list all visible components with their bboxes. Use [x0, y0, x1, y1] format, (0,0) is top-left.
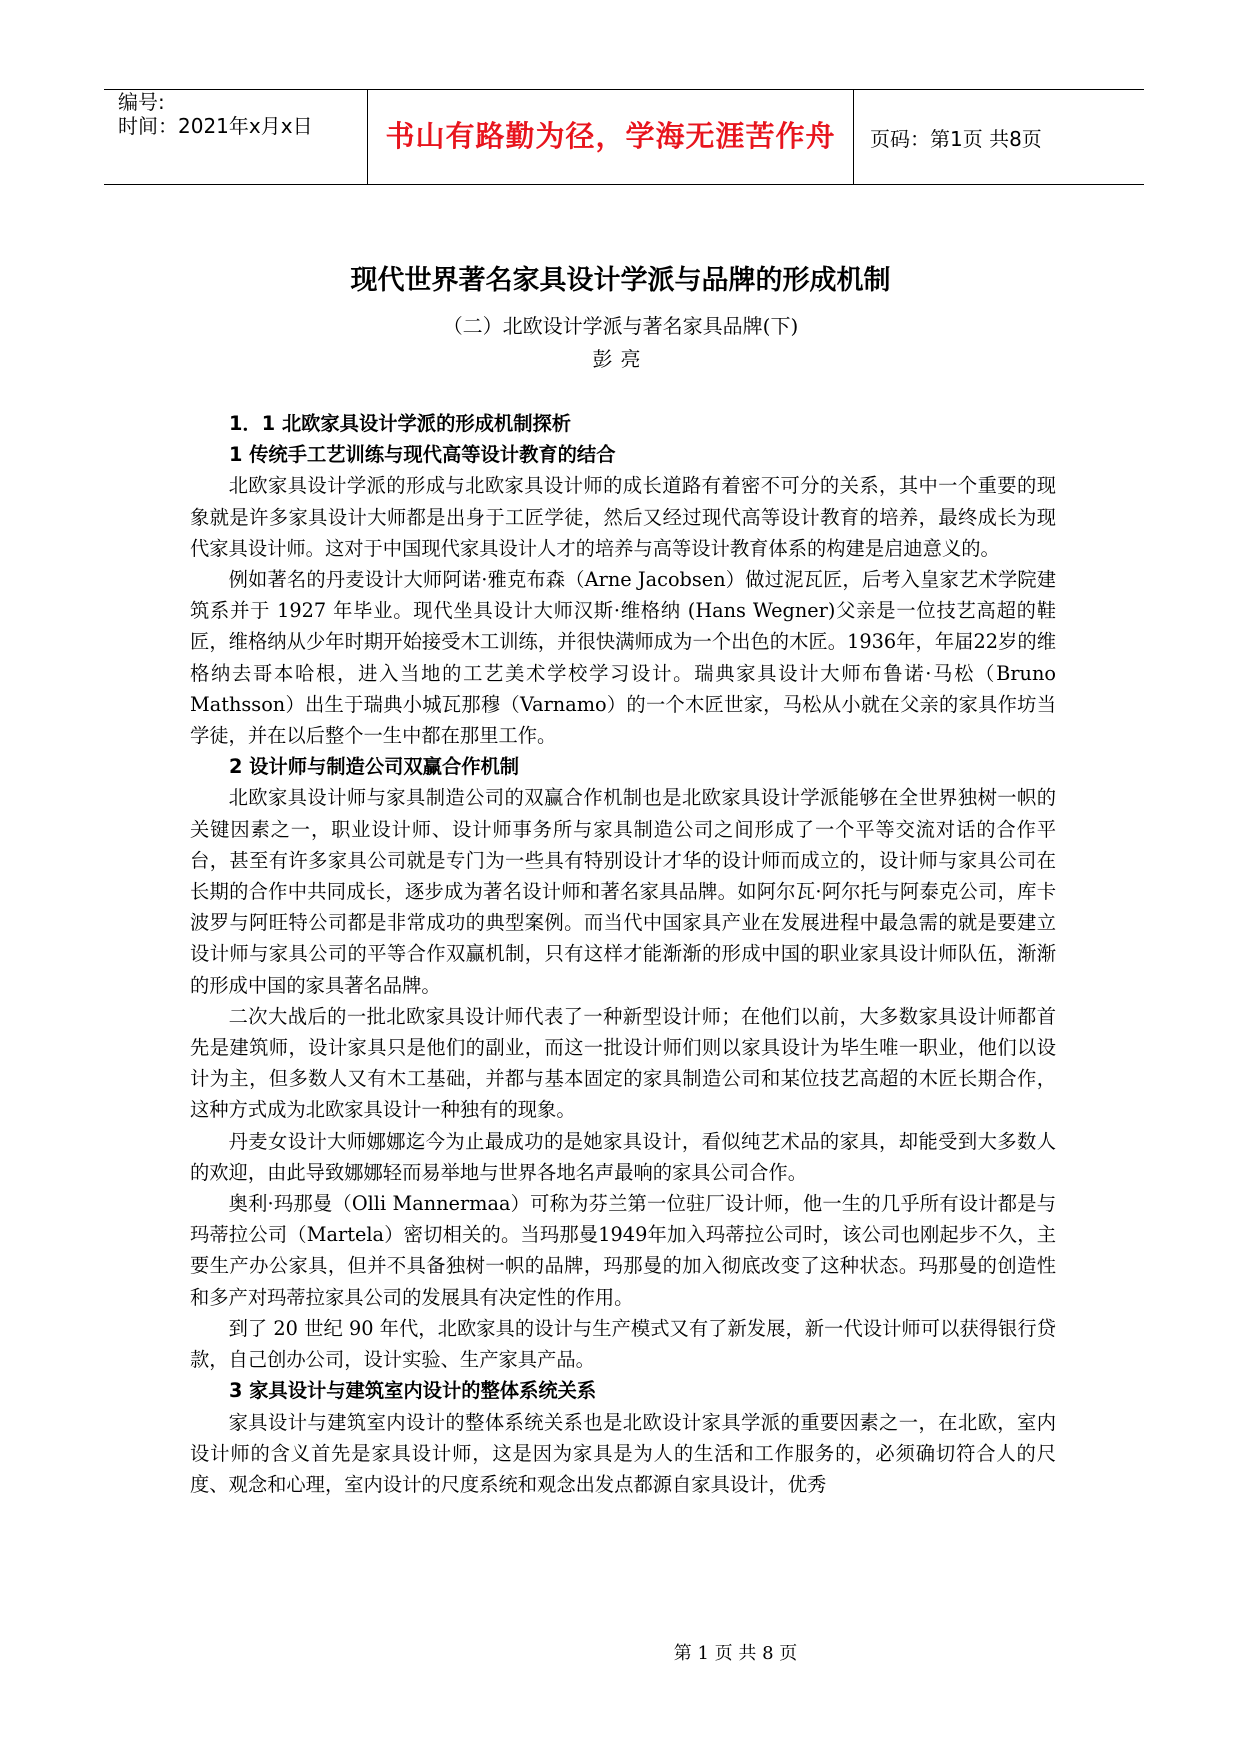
section-heading: 3 家具设计与建筑室内设计的整体系统关系 [229, 1379, 597, 1403]
section-heading: 1．1 北欧家具设计学派的形成机制探析 [229, 412, 572, 435]
page-footer: 第 1 页 共 8 页 [673, 1643, 798, 1664]
paragraph: 家具设计与建筑室内设计的整体系统关系也是北欧设计家具学派的重要因素之一，在北欧，室内设计师的含义首先是家具设计师，这是因为家具是为人的生活和工作服务的，必须确切符合人的尺度、观念和心理，室内设计的尺度系统和观念出发点都源自家具设计，优秀 [190, 1410, 1056, 1496]
paragraph: 北欧家具设计学派的形成与北欧家具设计师的成长道路有着密不可分的关系，其中一个重要的现象就是许多家具设计大师都是出身于工匠学徒，然后又经过现代高等设计教育的培养，最终成长为现代家具设计师。这对于中国现代家具设计人才的培养与高等设计教育体系的构建是启迪意义的。 [190, 474, 1056, 560]
paragraph: 奥利·玛那曼（Olli Mannermaa）可称为芬兰第一位驻厂设计师，他一生的几乎所有设计都是与玛蒂拉公司（Martela）密切相关的。当玛那曼1949年加入玛蒂拉公司时，该公司也刚起步不久，主要生产办公家具，但并不具备独树一帜的品牌，玛那曼的加入彻底改变了这种状态。玛那曼的创造性和多产对玛蒂拉家具公司的发展具有决定性的作用。 [190, 1192, 1056, 1309]
paragraph: 二次大战后的一批北欧家具设计师代表了一种新型设计师；在他们以前，大多数家具设计师都首先是建筑师，设计家具只是他们的副业，而这一批设计师们则以家具设计为毕生唯一职业，他们以设计为主，但多数人又有木工基础，并都与基本固定的家具制造公司和某位技艺高超的木匠长期合作，这种方式成为北欧家具设计一种独有的现象。 [190, 1004, 1056, 1122]
paragraph: 北欧家具设计师与家具制造公司的双赢合作机制也是北欧家具设计学派能够在全世界独树一帜的关键因素之一，职业设计师、设计师事务所与家具制造公司之间形成了一个平等交流对话的合作平台，甚至有许多家具公司就是专门为一些具有特别设计才华的设计师而成立的，设计师与家具公司在长期的合作中共同成长，逐步成为著名设计师和著名家具品牌。如阿尔瓦·阿尔托与阿泰克公司，库卡波罗与阿旺特公司都是非常成功的典型案例。而当代中国家具产业在发展进程中最急需的就是要建立设计师与家具公司的平等合作双赢机制，只有这样才能渐渐的形成中国的职业家具设计师队伍，渐渐的形成中国的家具著名品牌。 [190, 786, 1056, 997]
paragraph: 例如著名的丹麦设计大师阿诺·雅克布森（Arne Jacobsen）做过泥瓦匠，后考入皇家艺术学院建筑系并于 1927 年毕业。现代坐具设计大师汉斯·维格纳 (Hans Wegner)父亲是一位技艺高超的鞋匠，维格纳从少年时期开始接受木工训练，并很快满师成为一个出色的木匠。1936年，年届22岁的维格纳去哥本哈根，进入当地的工艺美术学校学习设计。瑞典家具设计大师布鲁诺·马松（Bruno Mathsson）出生于瑞典小城瓦那穆（Varnamo）的一个木匠世家，马松从小就在父亲的家具作坊当学徒，并在以后整个一生中都在那里工作。 [190, 568, 1056, 748]
paragraph: 到了 20 世纪 90 年代，北欧家具的设计与生产模式又有了新发展，新一代设计师可以获得银行贷款，自己创办公司，设计实验、生产家具产品。 [190, 1316, 1056, 1372]
section-heading: 1 传统手工艺训练与现代高等设计教育的结合 [229, 443, 616, 467]
header-motto-cell [367, 90, 854, 184]
article-subtitle: （二）北欧设计学派与著名家具品牌(下) [442, 314, 799, 338]
document-time-label: 时间：2021年x月x日 [118, 114, 313, 138]
header-page-cell [856, 90, 1144, 184]
paragraph: 丹麦女设计大师娜娜迄今为止最成功的是她家具设计，看似纯艺术品的家具，却能受到大多数人的欢迎，由此导致娜娜轻而易举地与世界各地名声最响的家具公司合作。 [190, 1129, 1056, 1184]
header-table [104, 89, 1144, 185]
article-author: 彭亮 [592, 347, 649, 371]
header-meta-cell [104, 90, 366, 184]
article-body [190, 408, 1056, 1500]
section-heading: 2 设计师与制造公司双赢合作机制 [229, 755, 520, 779]
article-title: 现代世界著名家具设计学派与品牌的形成机制 [350, 265, 891, 296]
header-motto: 书山有路勤为径，学海无涯苦作舟 [385, 119, 836, 153]
document-number-label: 编号: [118, 90, 165, 114]
header-page-info: 页码：第1页 共8页 [870, 127, 1042, 151]
